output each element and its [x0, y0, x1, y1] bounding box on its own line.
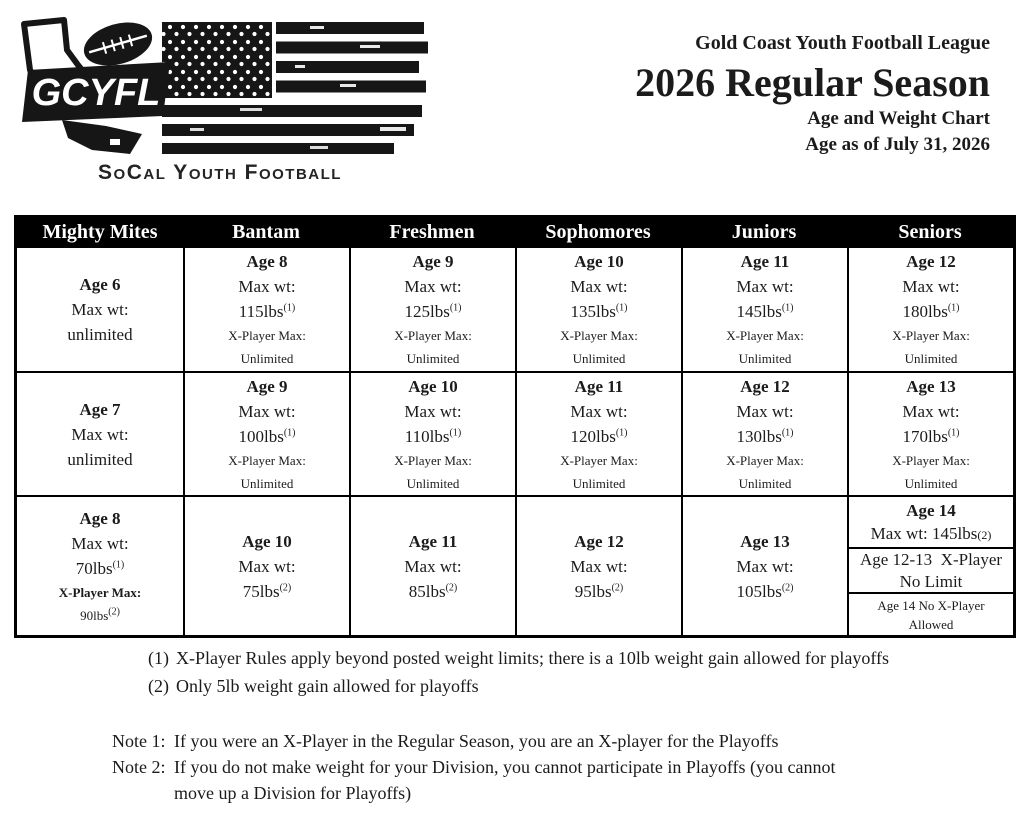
footnote-2	[148, 672, 889, 700]
cell-line: 170lbs$^{(1)}$	[902, 426, 960, 446]
cell-line: Unlimited	[904, 351, 958, 366]
cell-line: Max wt:	[570, 556, 628, 576]
notes	[112, 728, 874, 806]
cell-line: Age 12-13 X-Player	[859, 549, 1003, 569]
cell-line: Max wt:	[404, 277, 462, 296]
cell-line: Age 9	[412, 252, 454, 271]
cell-line: 145lbs$^{(1)}$	[736, 302, 794, 321]
table-cell-r3-seniors	[847, 495, 1013, 635]
cell-line: Age 11	[408, 531, 458, 551]
table-cell-r1-seniors	[847, 246, 1013, 371]
column-header-juniors: Juniors	[681, 218, 847, 246]
note-label: Note 1:	[112, 731, 166, 751]
cell-line: Age 11	[574, 376, 624, 396]
cell-line: Age 12	[906, 252, 956, 271]
gcyfl-logo-graphic	[10, 8, 430, 158]
cell-line: Max wt:	[902, 277, 960, 296]
subtitle-age-date: Age as of July 31, 2026	[805, 134, 990, 155]
cell-line: Age 11	[740, 252, 790, 271]
note-1	[112, 728, 874, 754]
cell-line: 125lbs$^{(1)}$	[404, 302, 462, 321]
note-2	[112, 754, 874, 806]
gcyfl-banner	[22, 62, 170, 122]
cell-line: Age 12	[740, 376, 790, 396]
cell-line: 115lbs$^{(1)}$	[238, 302, 296, 321]
column-header-sophomores: Sophomores	[515, 218, 681, 246]
cell-line: X-Player Max:	[892, 452, 970, 468]
subtitle-chart: Age and Weight Chart	[807, 108, 990, 129]
table-cell-r1-sophomores	[515, 246, 681, 371]
cell-line: Unlimited	[738, 475, 792, 491]
table-cell-r3-juniors	[681, 495, 847, 635]
cell-line: 85lbs$^{(2)}$	[408, 581, 458, 601]
us-flag-icon	[162, 22, 428, 154]
cell-line: 90lbs$^{(2)}$	[80, 606, 120, 623]
column-header-bantam: Bantam	[183, 218, 349, 246]
cell-line: Max wt:	[71, 424, 129, 444]
cell-line: X-Player Max:	[394, 452, 472, 468]
cell-line: Unlimited	[406, 475, 460, 491]
table-cell-r2-freshmen	[349, 371, 515, 495]
cell-line: Max wt:	[71, 300, 129, 319]
cell-line: Age 10	[408, 376, 458, 396]
cell-line: 135lbs$^{(1)}$	[570, 302, 628, 321]
cell-line: Max wt: 145lbs(2)	[870, 524, 992, 543]
footnote-marker: (1)	[148, 648, 169, 668]
cell-line: Unlimited	[240, 351, 294, 366]
footnote-1	[148, 644, 889, 672]
table-cell-r1-bantam	[183, 246, 349, 371]
cell-line: unlimited	[67, 325, 133, 344]
table-cell-r3-freshmen	[349, 495, 515, 635]
table-cell-r3-sophomores	[515, 495, 681, 635]
note-label: Note 2:	[112, 757, 166, 777]
age-weight-table	[14, 215, 1016, 638]
cell-line: Age 6	[79, 275, 121, 294]
cell-line: Age 14 No X-Player	[877, 597, 985, 613]
gcyfl-logo	[10, 8, 430, 185]
cell-line: Age 8	[79, 508, 121, 528]
cell-line: Max wt:	[736, 277, 794, 296]
cell-line: No Limit	[899, 571, 963, 591]
cell-line: Age 13	[740, 531, 790, 551]
cell-line: Age 9	[246, 376, 288, 396]
table-cell-r2-bantam	[183, 371, 349, 495]
footnote-text: Only 5lb weight gain allowed for playoffs	[176, 676, 479, 696]
cell-line: Unlimited	[240, 475, 294, 491]
cell-line: X-Player Max:	[228, 328, 306, 343]
cell-line: Unlimited	[572, 475, 626, 491]
cell-line: X-Player Max:	[560, 452, 638, 468]
cell-line: Age 7	[79, 399, 121, 419]
cell-line: Max wt:	[736, 556, 794, 576]
cell-line: 75lbs$^{(2)}$	[242, 581, 292, 601]
cell-line: Age 13	[906, 376, 956, 396]
note-text: If you were an X-Player in the Regular Season, you are an X-player for the Playoffs	[174, 731, 779, 751]
cell-line: 100lbs$^{(1)}$	[238, 426, 296, 446]
page-title: 2026 Regular Season	[635, 60, 990, 105]
cell-line: Max wt:	[902, 401, 960, 421]
socal-coast-icon	[62, 120, 142, 154]
column-header-mighty-mites: Mighty Mites	[17, 218, 183, 246]
cell-line: Unlimited	[738, 351, 792, 366]
league-name: Gold Coast Youth Football League	[695, 32, 990, 54]
cell-line: 120lbs$^{(1)}$	[570, 426, 628, 446]
seniors-subcell-3	[849, 592, 1013, 635]
table-cell-r2-sophomores	[515, 371, 681, 495]
footnote-text: X-Player Rules apply beyond posted weight limits; there is a 10lb weight gain allowed for playoffs	[176, 648, 890, 668]
cell-line: 70lbs$^{(1)}$	[75, 558, 125, 578]
cell-line: unlimited	[67, 449, 133, 469]
cell-line: Max wt:	[238, 556, 296, 576]
gcyfl-acronym: GCYFL	[31, 72, 161, 114]
cell-line: Max wt:	[238, 277, 296, 296]
cell-line: 130lbs$^{(1)}$	[736, 426, 794, 446]
cell-line: X-Player Max:	[58, 584, 142, 600]
table-cell-r3-bantam	[183, 495, 349, 635]
logo-tagline: SoCal Youth Football	[98, 161, 342, 184]
cell-line: Max wt:	[736, 401, 794, 421]
cell-line: 110lbs$^{(1)}$	[404, 426, 462, 446]
cell-line: Age 14	[906, 501, 956, 520]
footnotes	[148, 644, 889, 700]
cell-line: X-Player Max:	[560, 328, 638, 343]
table-cell-r2-mighty-mites	[17, 371, 183, 495]
cell-line: Unlimited	[406, 351, 460, 366]
cell-line: Max wt:	[570, 277, 628, 296]
seniors-subcell-2	[849, 547, 1013, 592]
column-header-seniors: Seniors	[847, 218, 1013, 246]
cell-line: Age 10	[242, 531, 292, 551]
cell-line: 105lbs$^{(2)}$	[736, 581, 794, 601]
cell-line: X-Player Max:	[892, 328, 970, 343]
table-cell-r1-freshmen	[349, 246, 515, 371]
cell-line: Unlimited	[572, 351, 626, 366]
seniors-subcell-1	[849, 497, 1013, 547]
cell-line: Max wt:	[238, 401, 296, 421]
cell-line: Max wt:	[404, 556, 462, 576]
cell-line: X-Player Max:	[726, 328, 804, 343]
cell-line: Max wt:	[570, 401, 628, 421]
table-cell-r1-juniors	[681, 246, 847, 371]
cell-line: Unlimited	[904, 475, 958, 491]
cell-line: Age 8	[246, 252, 288, 271]
cell-line: X-Player Max:	[394, 328, 472, 343]
cell-line: 180lbs$^{(1)}$	[902, 302, 960, 321]
cell-line: Allowed	[908, 616, 954, 632]
cell-line: 95lbs$^{(2)}$	[574, 581, 624, 601]
cell-line: X-Player Max:	[228, 452, 306, 468]
table-cell-r2-juniors	[681, 371, 847, 495]
table-cell-r2-seniors	[847, 371, 1013, 495]
cell-line: Max wt:	[71, 533, 129, 553]
note-text: If you do not make weight for your Division, you cannot participate in Playoffs (you cannot move up a Division for Playoffs)	[174, 757, 836, 803]
cell-line: X-Player Max:	[726, 452, 804, 468]
footnote-marker: (2)	[148, 676, 169, 696]
table-cell-r3-mighty-mites	[17, 495, 183, 635]
cell-line: Age 10	[574, 252, 624, 271]
cell-line: Age 12	[574, 531, 624, 551]
cell-line: Max wt:	[404, 401, 462, 421]
table-cell-r1-mighty-mites	[17, 246, 183, 371]
title-block	[635, 30, 990, 158]
column-header-freshmen: Freshmen	[349, 218, 515, 246]
